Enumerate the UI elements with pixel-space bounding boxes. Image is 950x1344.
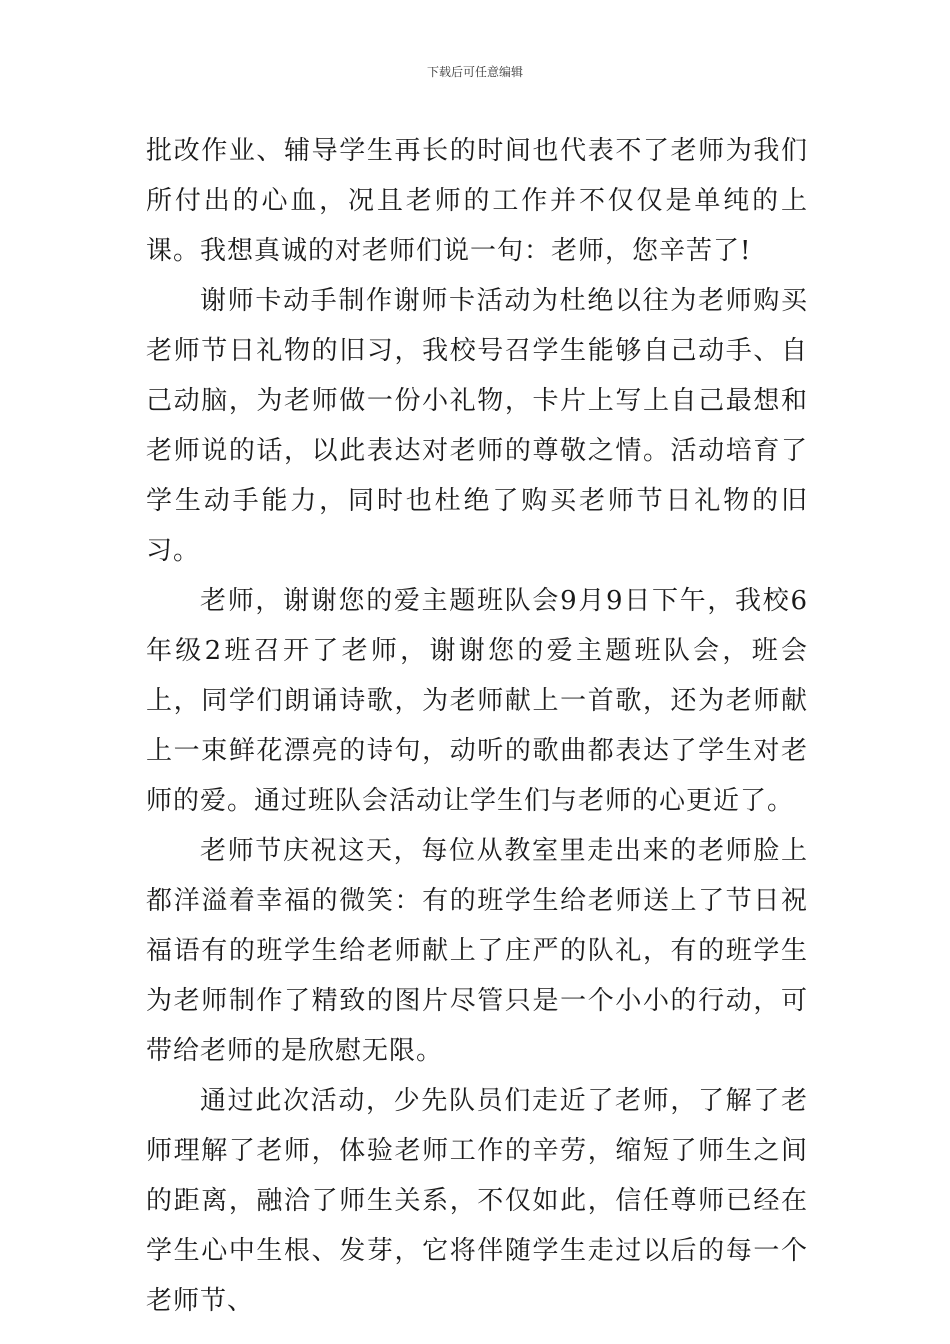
paragraph-4: 老师节庆祝这天，每位从教室里走出来的老师脸上都洋溢着幸福的微笑：有的班学生给老师送上了节日祝福语有的班学生给老师献上了庄严的队礼，有的班学生为老师制作了精致的图片尽管只是一个小小的行动，可带给老师的是欣慰无限。 [146,836,808,1066]
paragraph-2: 谢师卡动手制作谢师卡活动为杜绝以往为老师购买老师节日礼物的旧习，我校号召学生能够自己动手、自己动脑，为老师做一份小礼物，卡片上写上自己最想和老师说的话，以此表达对老师的尊敬之情。活动培育了学生动手能力，同时也杜绝了购买老师节日礼物的旧习。 [146,286,808,566]
paragraph-1: 批改作业、辅导学生再长的时间也代表不了老师为我们所付出的心血，况且老师的工作并不仅仅是单纯的上课。我想真诚的对老师们说一句：老师，您辛苦了! [146,136,808,266]
document-body [146,126,808,1326]
paragraph-5: 通过此次活动，少先队员们走近了老师，了解了老师理解了老师，体验老师工作的辛劳，缩短了师生之间的距离，融洽了师生关系，不仅如此，信任尊师已经在学生心中生根、发芽，它将伴随学生走过以后的每一个老师节、 [146,1086,808,1316]
page-header-note: 下载后可任意编辑 [426,65,523,79]
paragraph-3: 老师，谢谢您的爱主题班队会9月9日下午，我校6年级2班召开了老师，谢谢您的爱主题班队会，班会上，同学们朗诵诗歌，为老师献上一首歌，还为老师献上一束鲜花漂亮的诗句，动听的歌曲都表达了学生对老师的爱。通过班队会活动让学生们与老师的心更近了。 [146,586,808,816]
